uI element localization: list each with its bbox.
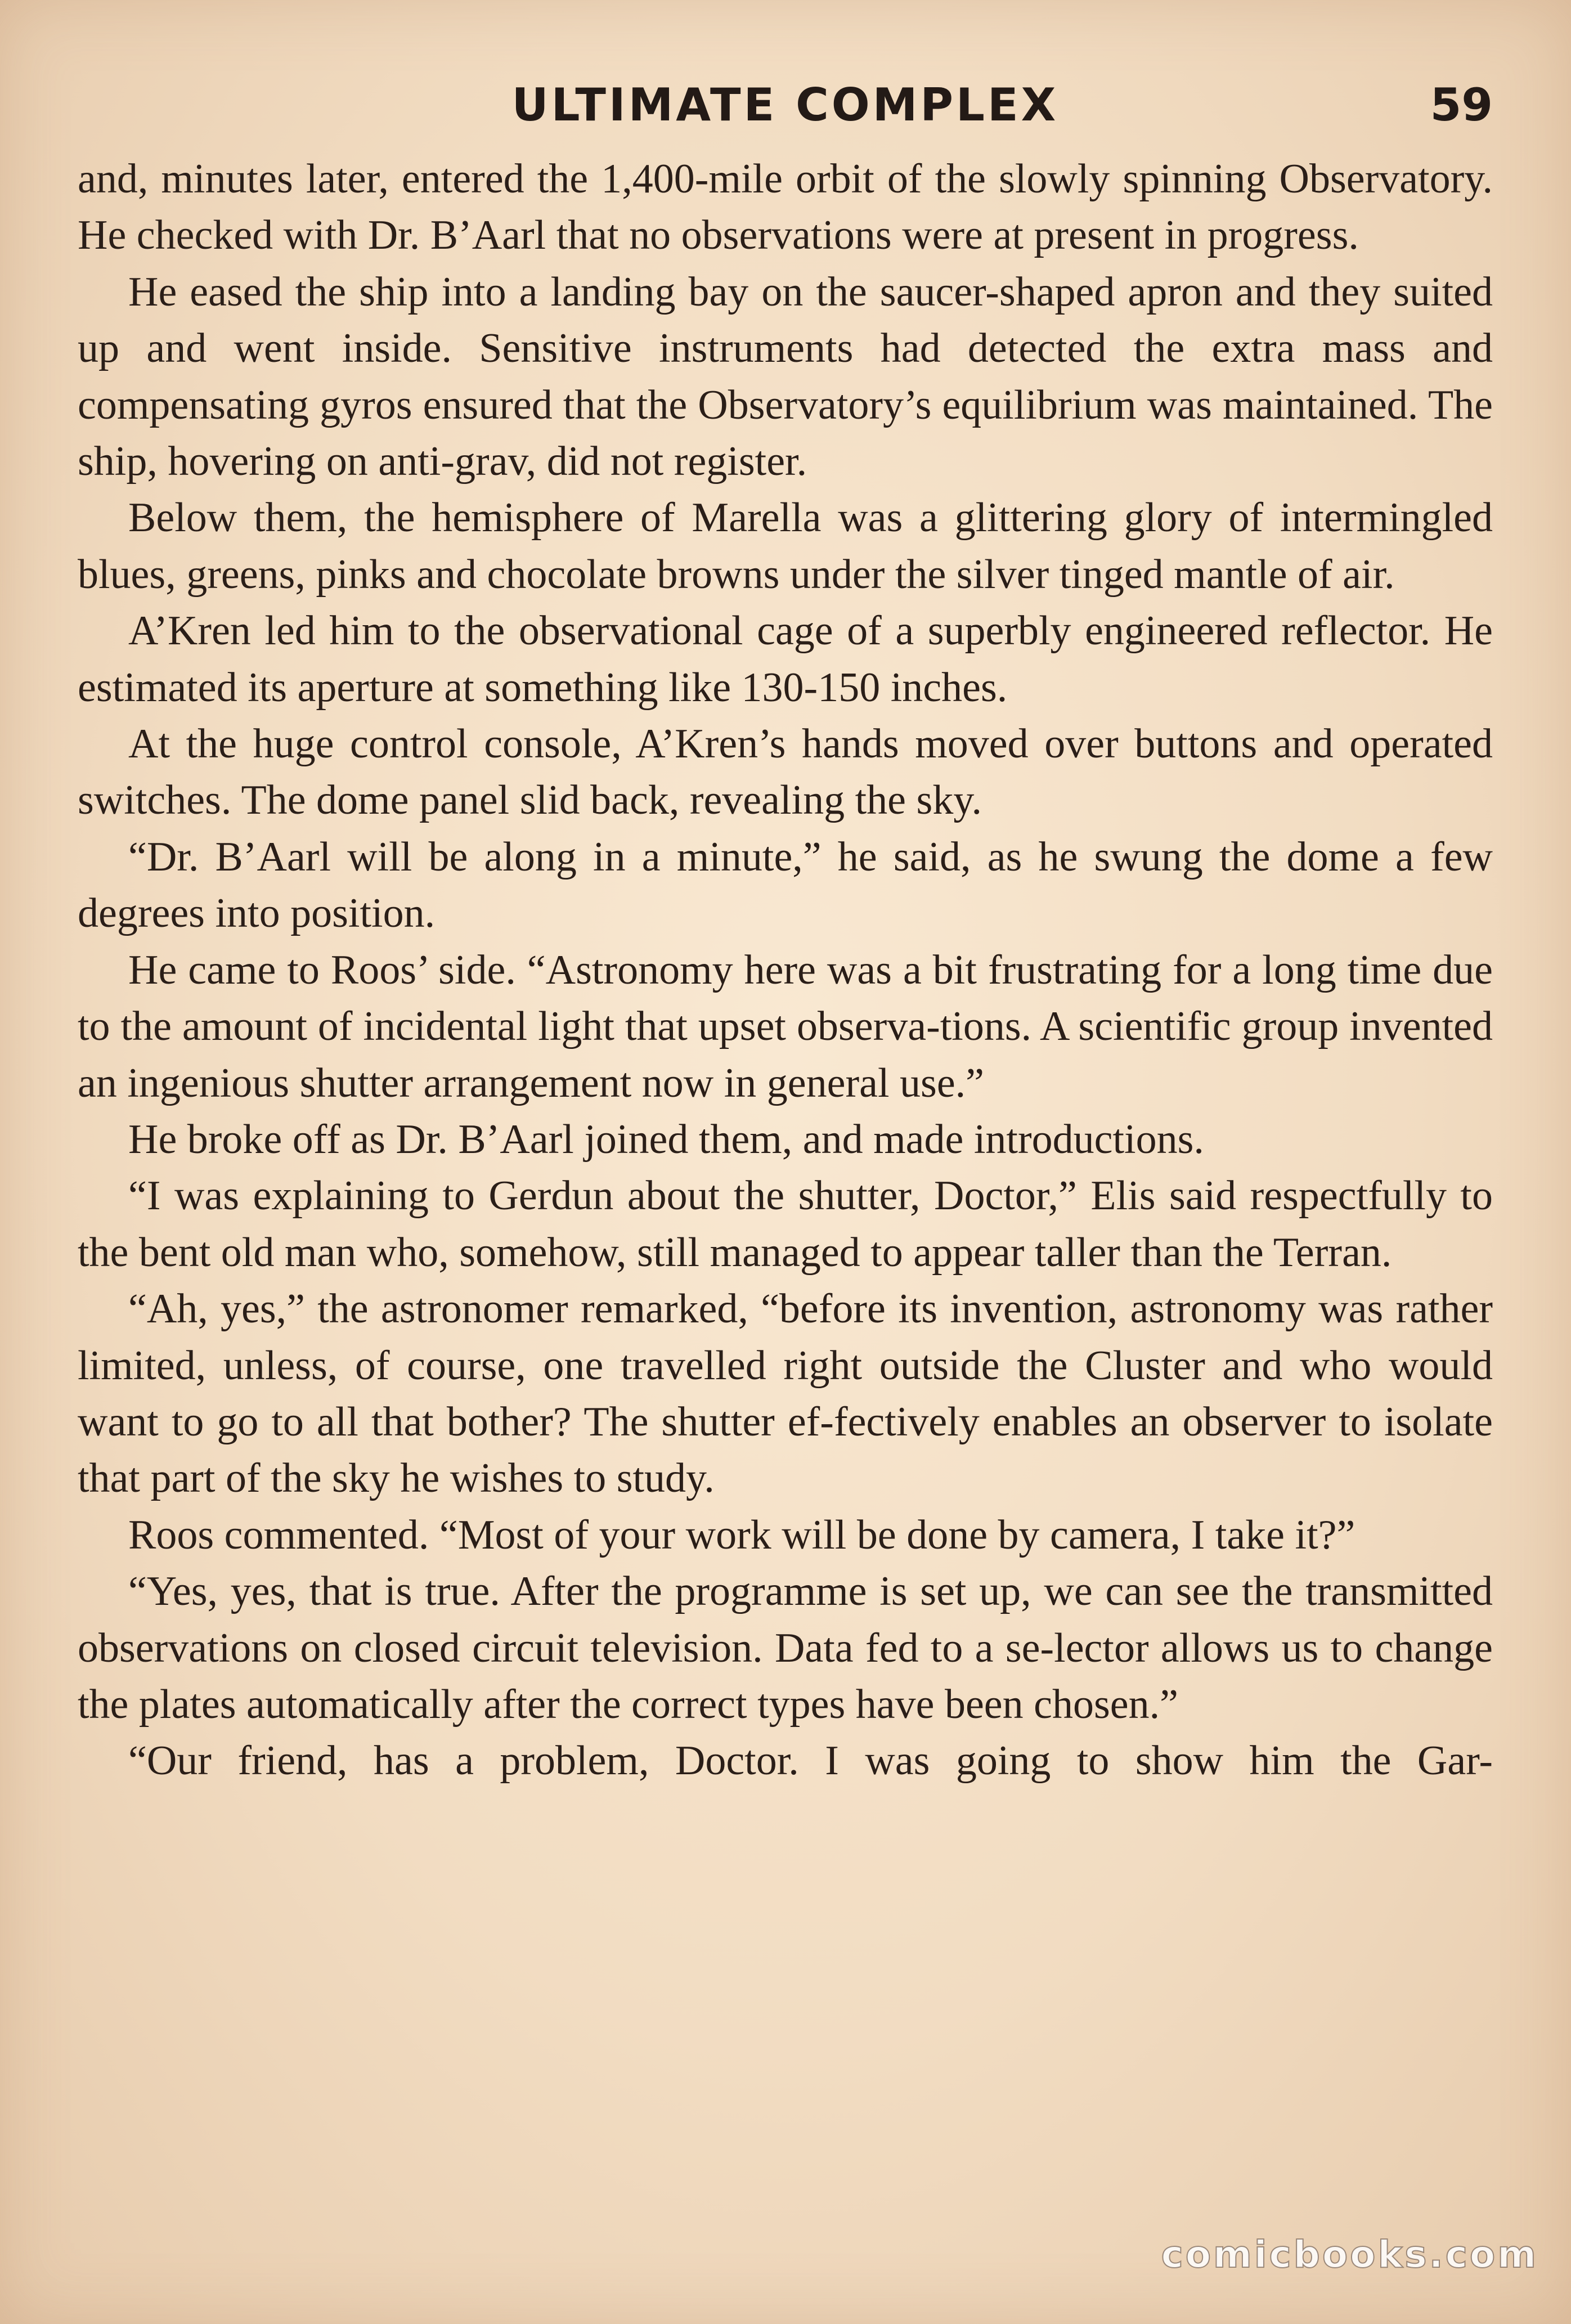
paragraph-12: “Yes, yes, that is true. After the programme is set up, we can see the transmitted observations on closed circuit television. Data fed to a se-lector allows us to change the plates automatically after the correct types have been chosen.” (78, 1568, 1493, 1728)
paragraph-5: At the huge control console, A’Kren’s hands moved over buttons and operated switches. The dome panel slid back, revealing the sky. (78, 721, 1493, 824)
running-title: ULTIMATE COMPLEX (511, 79, 1059, 131)
page-number: 59 (1430, 79, 1493, 131)
body-text (78, 151, 1493, 1789)
paragraph-8: He broke off as Dr. B’Aarl joined them, and made introductions. (128, 1116, 1204, 1163)
paragraph-7: He came to Roos’ side. “Astronomy here was a bit frustrating for a long time due to the amount of incidental light that upset observa-tions. A scientific group invented an ingenious shutter arrangement now in general use.” (78, 946, 1493, 1106)
paragraph-13: “Our friend, has a problem, Doctor. I was going to show him the Gar- (128, 1738, 1493, 1784)
running-header (78, 74, 1493, 136)
paragraph-4: A’Kren led him to the observational cage of a superbly engineered reflector. He estimated its aperture at something like 130-150 inches. (78, 608, 1493, 711)
paragraph-6: “Dr. B’Aarl will be along in a minute,” he said, as he swung the dome a few degrees into position. (78, 833, 1493, 937)
paragraph-2: He eased the ship into a landing bay on the saucer-shaped apron and they suited up and went inside. Sensitive instruments had detected the extra mass and compensating gyros ensured that the Observatory’s equilibrium was maintained. The ship, hovering on anti-grav, did not register. (78, 268, 1493, 485)
paragraph-11: Roos commented. “Most of your work will be done by camera, I take it?” (128, 1511, 1355, 1558)
paragraph-9: “I was explaining to Gerdun about the shutter, Doctor,” Elis said respectfully to the bent old man who, somehow, still managed to appear taller than the Terran. (78, 1173, 1493, 1276)
paragraph-3: Below them, the hemisphere of Marella was a glittering glory of intermingled blues, greens, pinks and chocolate browns under the silver tinged mantle of air. (78, 495, 1493, 598)
watermark: comicbooks.com (1161, 2233, 1538, 2276)
paragraph-1: and, minutes later, entered the 1,400-mile orbit of the slowly spinning Observatory. He checked with Dr. B’Aarl that no observations were at present in progress. (78, 156, 1493, 259)
paragraph-10: “Ah, yes,” the astronomer remarked, “before its invention, astronomy was rather limited, unless, of course, one travelled right outside the Cluster and who would want to go to all that bother? The shutter ef-fectively enables an observer to isolate that part of the sky he wishes to study. (78, 1286, 1493, 1502)
